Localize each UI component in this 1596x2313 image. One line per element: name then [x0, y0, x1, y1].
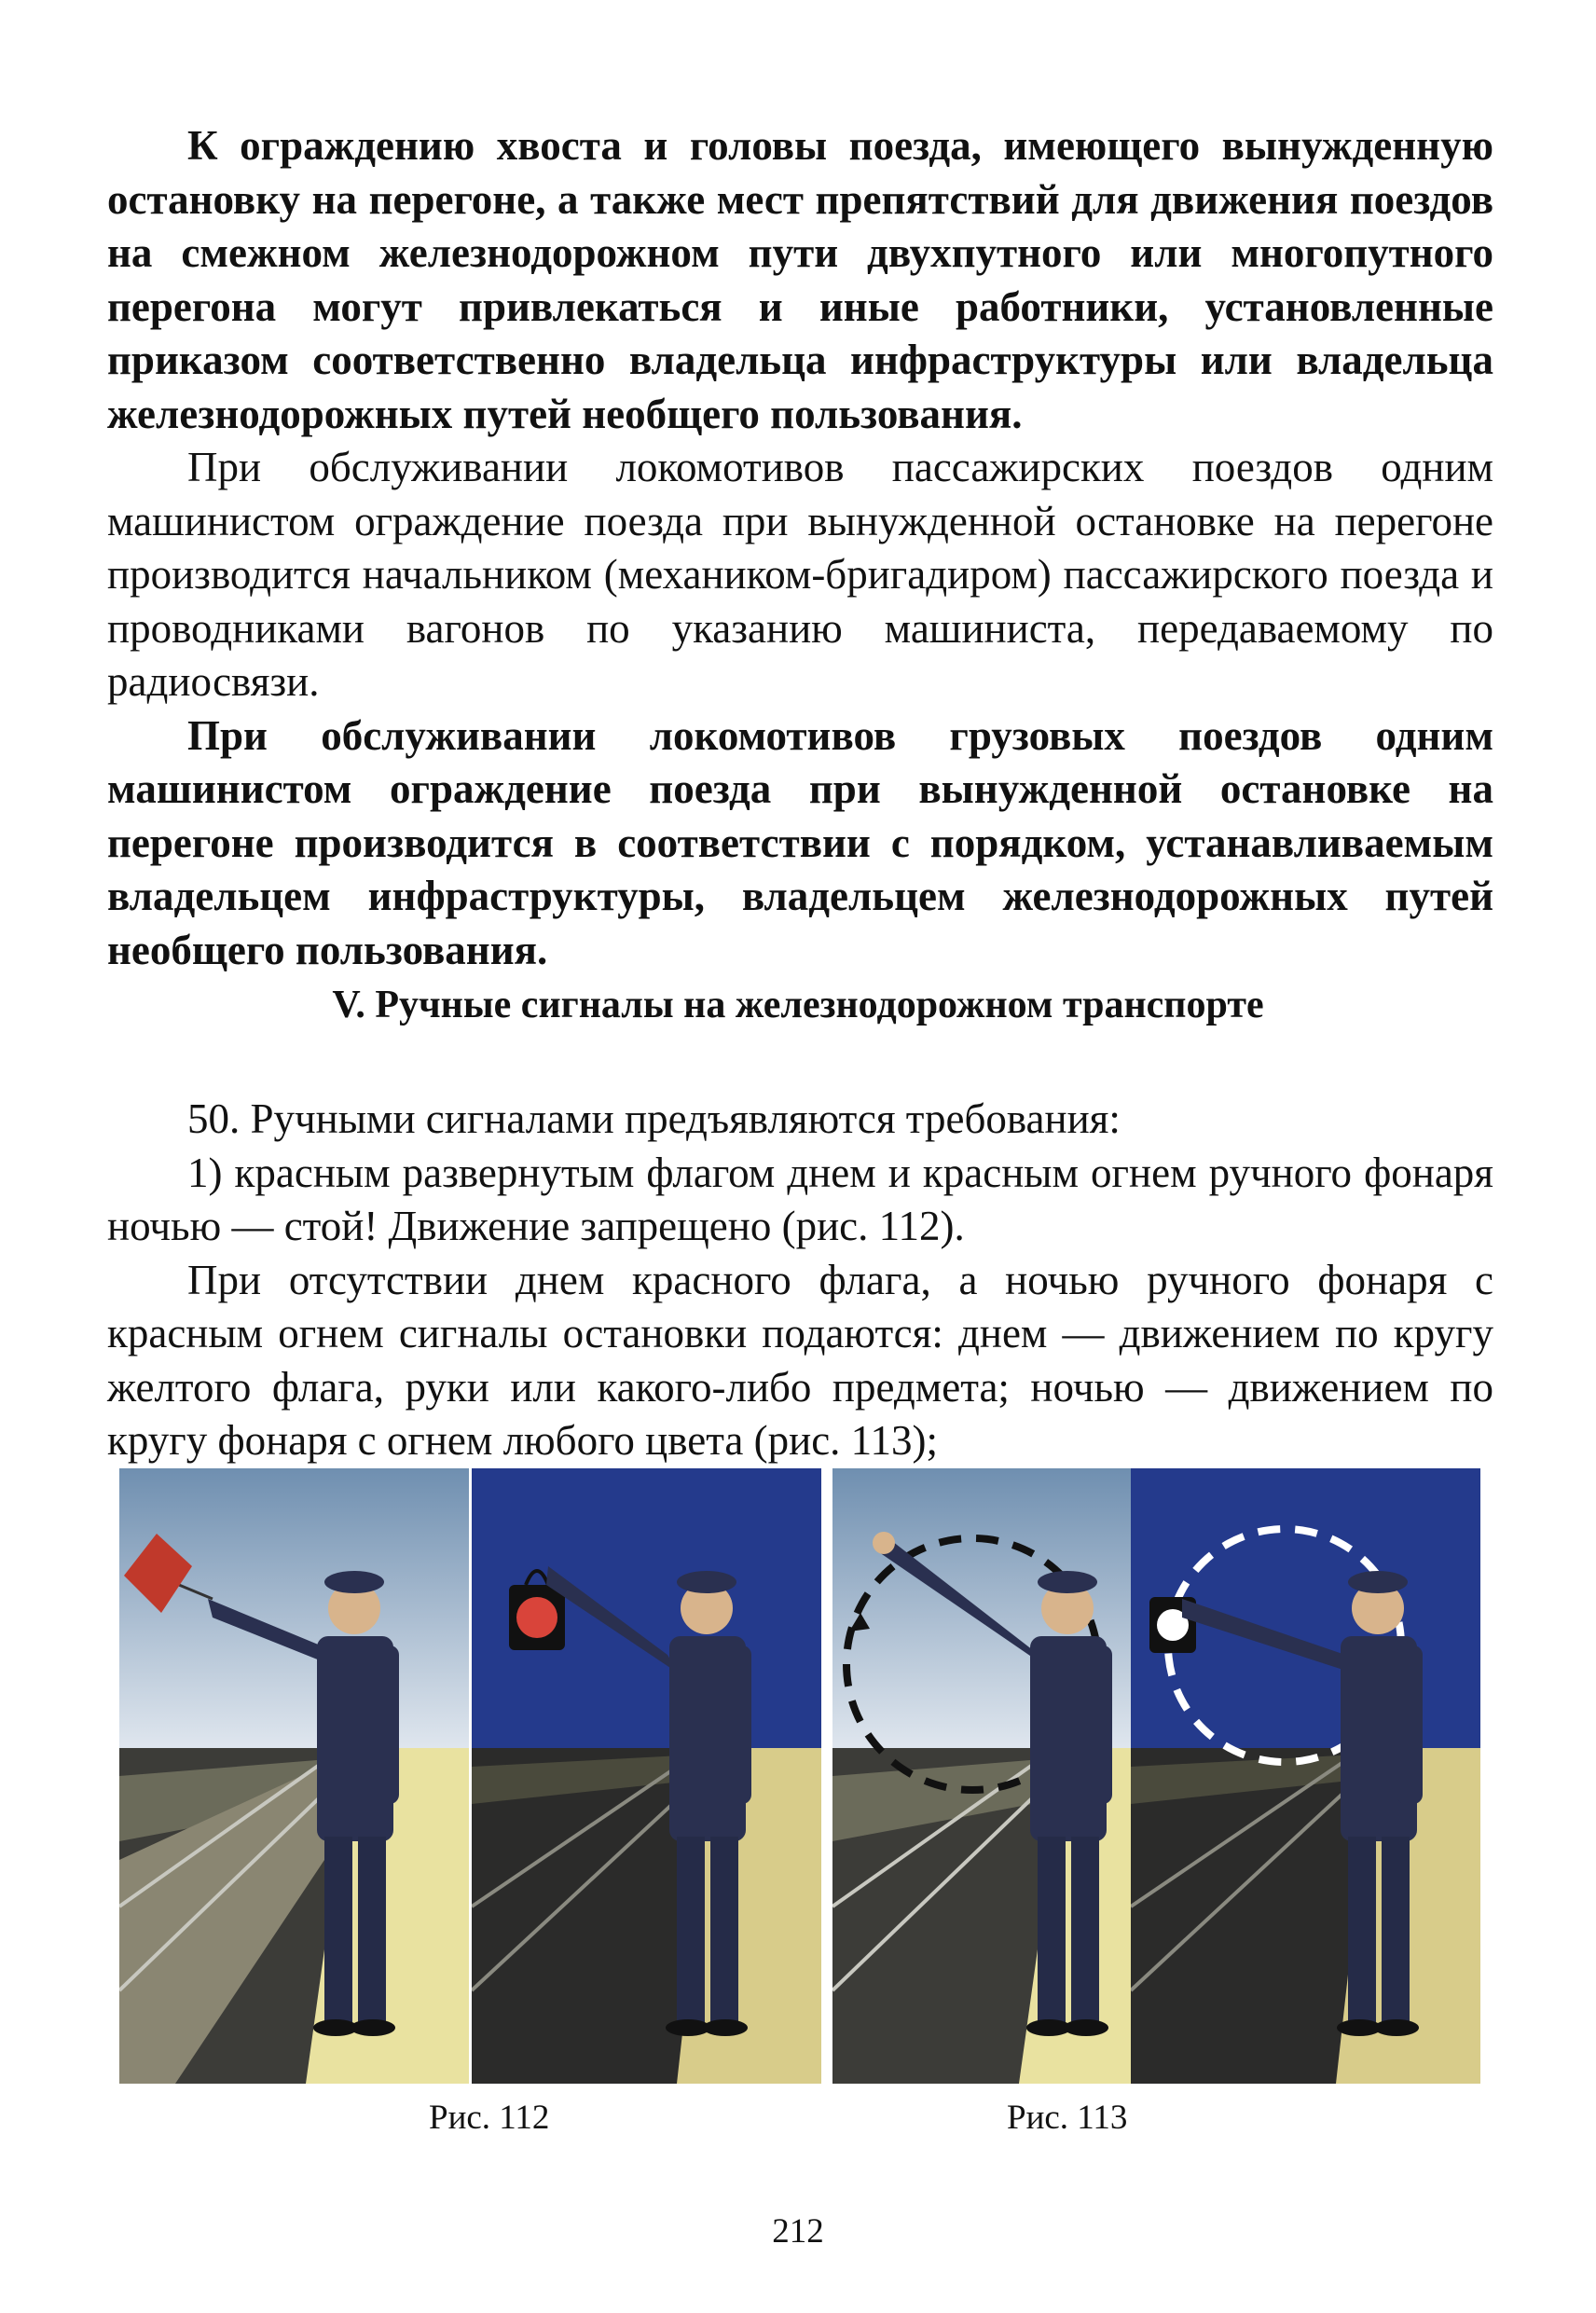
paragraph-item-50: 50. Ручными сигналами предъявляются требования: [187, 1095, 1121, 1142]
page-number: 212 [772, 2212, 824, 2251]
paragraph-absence-signals: При отсутствии днем красного флага, а ночью ручного фонаря с красным огнем сигналы остановки подаются: днем — движением по кругу желтого флага, руки или какого-либо предмета; ночью — движением по кругу фонаря с огнем любого цвета (рис. 113); [107, 1256, 1493, 1464]
figure-panel-day-hand-circle [832, 1468, 1182, 2084]
section-heading: V. Ручные сигналы на железнодорожном транспорте [332, 984, 1264, 1026]
figures-row [119, 1468, 1480, 2084]
figure-panel-day-flag [119, 1468, 469, 2084]
paragraph-item-1: 1) красным развернутым флагом днем и красным огнем ручного фонаря ночью — стой! Движение запрещено (рис. 112). [107, 1149, 1493, 1249]
figure-caption-113: Рис. 113 [1007, 2099, 1128, 2137]
paragraph-fencing-workers: К ограждению хвоста и головы поезда, имеющего вынужденную остановку на перегоне, а также мест препятствий для движения поездов на смежном железнодорожном пути двухпутного или многопутного перегона могут привлекаться и иные работники, установленные приказом соответственно владельца инфраструктуры или владельца железнодорожных путей необщего пользования. [107, 122, 1493, 437]
night-lantern-circle-illustration [1131, 1468, 1480, 2084]
paragraph-freight-trains: При обслуживании локомотивов грузовых поездов одним машинистом ограждение поезда при вынужденной остановке на перегоне производится в соответствии с порядком, устанавливаемым владельцем инфраструктуры, владельцем железнодорожных путей необщего пользования. [107, 711, 1493, 973]
paragraph-passenger-trains: При обслуживании локомотивов пассажирских поездов одним машинистом ограждение поезда при вынужденной остановке на перегоне производится начальником (механиком-бригадиром) пассажирского поезда и проводниками вагонов по указанию машиниста, передаваемому по радиосвязи. [107, 444, 1493, 705]
text-section-1 [107, 119, 1493, 977]
day-hand-circle-illustration [832, 1468, 1182, 2084]
text-section-2 [107, 1093, 1493, 1468]
figure-panel-night-lantern [472, 1468, 821, 2084]
figure-caption-112: Рис. 112 [429, 2099, 550, 2137]
figure-panel-night-lantern-circle [1131, 1468, 1480, 2084]
night-lantern-illustration [472, 1468, 821, 2084]
day-flag-illustration [119, 1468, 469, 2084]
